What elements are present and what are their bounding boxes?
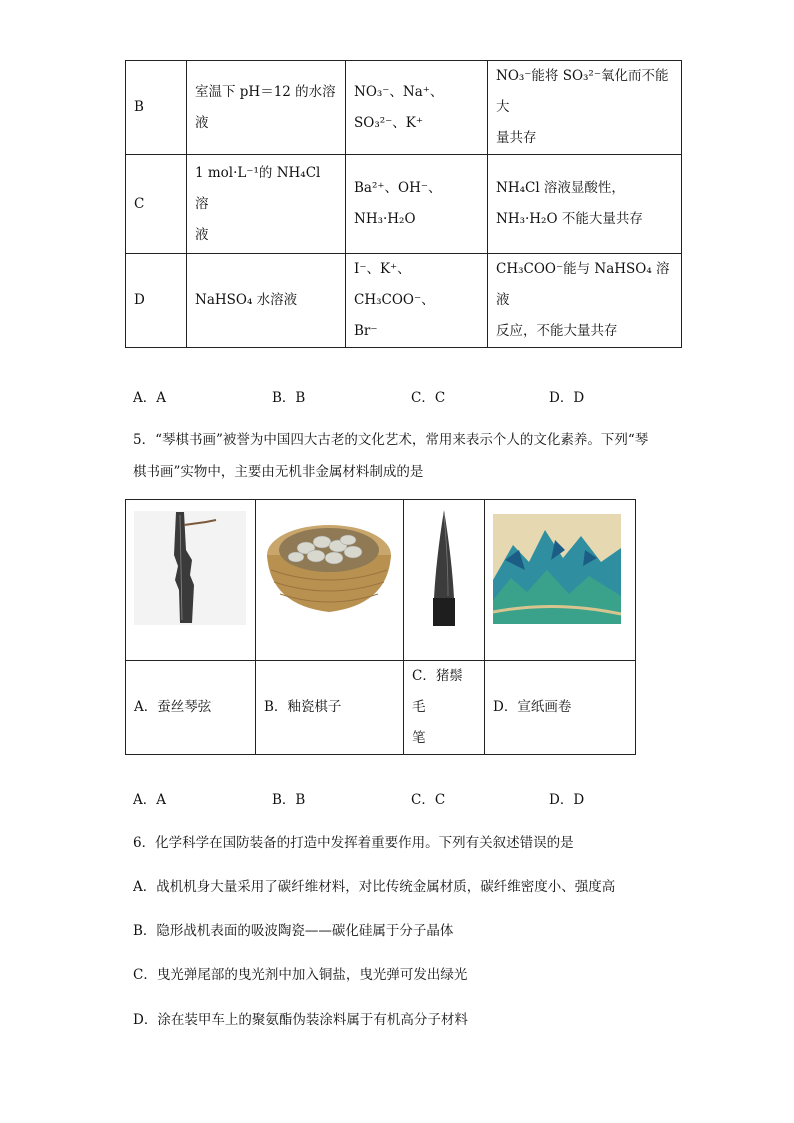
table-row xyxy=(126,254,682,348)
solution-cell: NaHSO₄ 水溶液 xyxy=(187,254,346,348)
caption-b: B．釉瓷棋子 xyxy=(256,661,404,755)
row-label: C xyxy=(126,155,187,254)
option-d[interactable]: D．D xyxy=(549,390,585,406)
q5-stem-line1: 5．“琴棋书画”被誉为中国四大古老的文化艺术，常用来表示个人的文化素养。下列“琴 xyxy=(133,432,649,448)
q6-option-b[interactable]: B．隐形战机表面的吸波陶瓷——碳化硅属于分子晶体 xyxy=(133,923,454,939)
option-c[interactable]: C．C xyxy=(411,792,446,808)
option-c[interactable]: C．C xyxy=(411,390,446,406)
row-label: B xyxy=(126,61,187,155)
option-b[interactable]: B．B xyxy=(272,390,306,406)
table-row xyxy=(126,61,682,155)
brush-picture xyxy=(404,500,484,648)
q4-options xyxy=(133,386,693,406)
caption-c: C．猪鬃毛 笔 xyxy=(404,661,485,755)
option-a[interactable]: A．A xyxy=(133,390,166,406)
judgment-cell: CH₃COO⁻能与 NaHSO₄ 溶液 反应，不能大量共存 xyxy=(488,254,682,348)
q6-option-a[interactable]: A．战机机身大量采用了碳纤维材料，对比传统金属材质，碳纤维密度小、强度高 xyxy=(133,879,616,895)
landscape-painting-picture xyxy=(485,500,635,648)
q5-picture-table xyxy=(125,499,636,755)
solution-cell: 室温下 pH＝12 的水溶 液 xyxy=(187,61,346,155)
brush-image xyxy=(404,500,485,661)
q6-stem: 6．化学科学在国防装备的打造中发挥着重要作用。下列有关叙述错误的是 xyxy=(133,835,574,851)
judgment-cell: NO₃⁻能将 SO₃²⁻氧化而不能大 量共存 xyxy=(488,61,682,155)
table-row xyxy=(126,155,682,254)
caption-a: A．蚕丝琴弦 xyxy=(126,661,256,755)
ions-cell: Ba²⁺、OH⁻、 NH₃·H₂O xyxy=(346,155,488,254)
porcelain-go-image xyxy=(256,500,404,661)
option-d[interactable]: D．D xyxy=(549,792,585,808)
row-label: D xyxy=(126,254,187,348)
silk-qin-image xyxy=(126,500,256,661)
painting-image xyxy=(485,500,636,661)
solution-cell: 1 mol·L⁻¹的 NH₄Cl 溶 液 xyxy=(187,155,346,254)
q6-option-c[interactable]: C．曳光弹尾部的曳光剂中加入铜盐，曳光弹可发出绿光 xyxy=(133,967,468,983)
q5-options xyxy=(133,788,693,808)
q6-option-d[interactable]: D．涂在装甲车上的聚氨酯伪装涂料属于有机高分子材料 xyxy=(133,1012,468,1028)
caption-d: D．宣纸画卷 xyxy=(485,661,636,755)
ions-cell: I⁻、K⁺、CH₃COO⁻、 Br⁻ xyxy=(346,254,488,348)
judgment-cell: NH₄Cl 溶液显酸性， NH₃·H₂O 不能大量共存 xyxy=(488,155,682,254)
option-b[interactable]: B．B xyxy=(272,792,306,808)
option-a[interactable]: A．A xyxy=(133,792,166,808)
q5-stem-line2: 棋书画”实物中，主要由无机非金属材料制成的是 xyxy=(133,464,424,480)
go-bowl-picture xyxy=(256,500,403,648)
guqin-picture xyxy=(126,500,255,648)
ions-cell: NO₃⁻、Na⁺、SO₃²⁻、K⁺ xyxy=(346,61,488,155)
ion-coexistence-table xyxy=(125,60,682,348)
